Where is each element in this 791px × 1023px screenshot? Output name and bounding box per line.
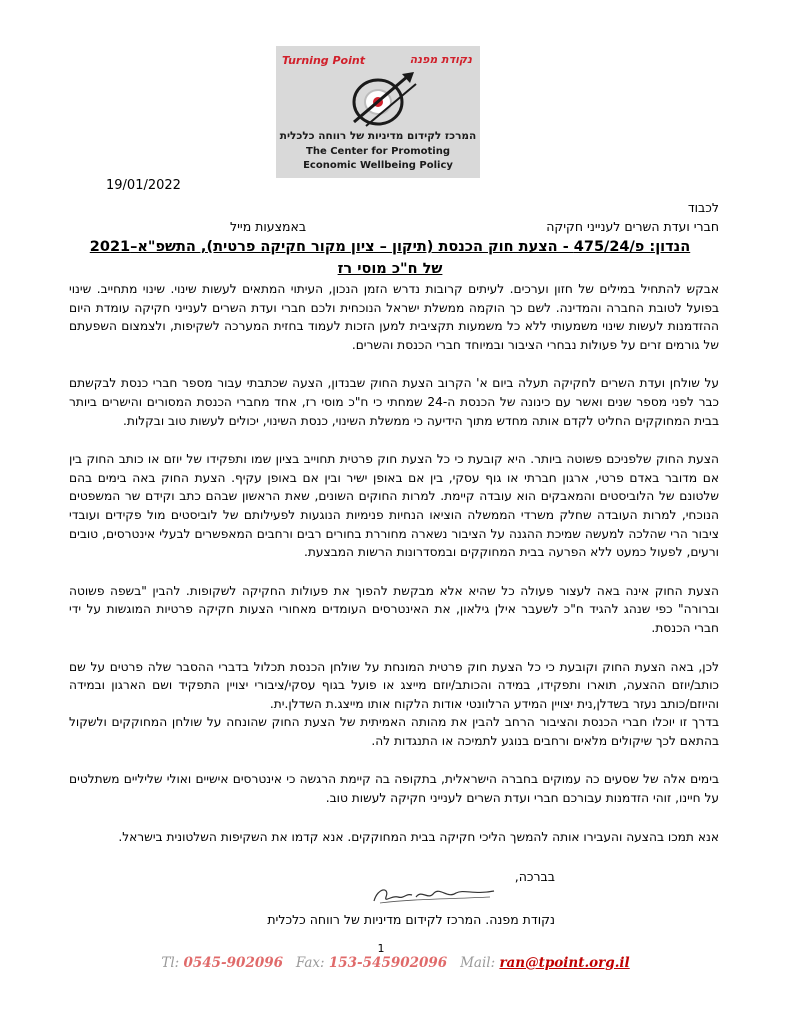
fax-number: 153-545902096 — [328, 955, 448, 971]
logo-tagline-he: המרכז לקידום מדיניות של רווחה כלכלית — [279, 130, 477, 142]
phone-number: 0545-902096 — [183, 955, 284, 971]
email-link[interactable]: ran@tpoint.org.il — [499, 955, 630, 971]
contact-footer — [0, 955, 791, 971]
paragraph: אנא תמכו בהצעה והעבירו אותה להמשך הליכי חקיקה בבית המחוקקים. אנא קדמו את השקיפות השלטונית בישראל. — [118, 829, 719, 844]
paragraph: הצעת החוק אינה באה לעצור פעולה כל שהיא אלא מבקשת להפוך את פעולות החקיקה לשקופות. להבין "בשפה פשוטה וברורה" כפי שנהג להגיד ח"כ לשעבר אילן גילאון, את האינטרסים העומדים מאחורי הצעות חקיקה פרטיות המוגשות על ידי חברי הכנסת. — [69, 583, 719, 635]
mail-label: Mail: — [460, 955, 496, 971]
paragraph: אבקש להתחיל במילים של חזון וערכים. לעיתים קרובות נדרש הזמן הנכון, העיתוי המתאים לעשות שינוי. שינוי מתחייב. שינוי בפועל לטובת החברה והמדינה. לשם כך הוקמה ממשלת ישראל הנוכחית ולכם חברי ועדת השרים לענייני חקיקה עומדת היום ההזדמנות לעשות שינוי משמעותי ללא כל משמעות תקציבית למען הזכות לעמוד בחזית המערכה לשקיפות, ולצמצום השפעתם של גורמים זרים על פעולות נבחרי הציבור ובמיוחד חברי הכנסת והשרים. — [69, 282, 719, 352]
logo-tagline-en-2: Economic Wellbeing Policy — [303, 160, 453, 171]
delivery-method: באמצעות מייל — [230, 219, 307, 234]
logo-name-he: נקודת מפנה — [409, 53, 472, 66]
logo-tagline-en-1: The Center for Promoting — [306, 146, 450, 157]
logo-target-arrow-icon — [342, 70, 422, 128]
paragraph: הצעת החוק שלפניכם פשוטה ביותר. היא קובעת כי כל הצעת חוק פרטית תחוייב בציון שמו ותפקידו של יוזם או כותב החוק בין אם מדובר באדם פרטי, ארגון חברתי או גוף עסקי, בין אם באופן ישיר ובין אם באופן עקיף. הצעת החוק באה בימים בהם שלטונם של הלוביסטים והמאבקים הוא עובדה קיימת. למרות החוקים השונים, שאת הראשון שבהם כתב וקידם שר המשפטים הנוכחי, למרות העובדה שחלק משרדי הממשלה הוציאו הנחיות פנימיות הנוגעות לפעילותם של לוביסטים מול פקידים ועובדי ציבור הרי שהלכה למעשה שמיכת ההגנה על הציבור נשארה מחוררת בחורים רבים ורחבים המאפשרים לבעלי אינטרסים, טובים ורעים, לפעול כמעט ללא הפרעה בבית המחוקקים ובמסדרונות הרשות המבצעת. — [69, 452, 719, 560]
closing-organization: נקודת מפנה. המרכז לקידום מדיניות של רווחה כלכלית — [267, 912, 555, 927]
subject-heading — [60, 236, 720, 280]
letter-body — [69, 280, 719, 866]
page-number: 1 — [377, 942, 385, 955]
paragraph: בדרך זו יוכלו חברי הכנסת והציבור הרחב להבין את מהותה האמיתית של הצעת החוק שהונחה על שולחן המחוקקים ולשקול בהתאם לכך שיקולים מלאים ורחבים בנוגע לתמיכה או התנגדות לה. — [69, 715, 719, 748]
salutation: לכבוד — [687, 200, 719, 215]
logo-name-en: Turning Point — [282, 54, 365, 67]
subject-line-2: של ח"כ מוסי רז — [337, 261, 443, 277]
paragraph: על שולחן ועדת השרים לחקיקה תעלה ביום א' הקרוב הצעת החוק שבנדון, הצעה שכתבתי עבור מספר חברי כנסת לבקשתם כבר לפני מספר שנים ואשר עם כינונה של הכנסת ה-24 שמחתי כי ח"כ מוסי רז, אחד מחברי הכנסת המסורים והישרים ביותר בבית המחוקקים החליט לקדם אותה מחדש מתוך הידיעה כי ממשלת השינוי, כנסת השינוי, יכולים לעשות טוב ובקלות. — [69, 376, 719, 428]
paragraph: לכן, באה הצעת החוק וקובעת כי כל הצעת חוק פרטית המונחת על שולחן הכנסת תכלול בדברי ההסבר שלה פרטים על שם כותב/יוזם ההצעה, תוארו ותפקידו, במידה והכותב/יוזם מייצג או פועל בגוף עסקי/ציבורי יצויין התפקיד ושם הארגון ובמידה והיוזם/כותב נעזר בשדלן,נית יצויין המידע הרלוונטי אודות הלקוח אותו מייצג.ת השדלן.ית. — [69, 659, 719, 711]
subject-line-1: הנדון: פ/475/24 - הצעת חוק הכנסת (תיקון – ציון מקור חקיקה פרטית), התשפ"א–2021 — [89, 239, 691, 255]
fax-label: Fax: — [295, 955, 325, 971]
closing-greeting: בברכה, — [514, 869, 555, 884]
letter-date: 19/01/2022 — [106, 178, 181, 193]
handwritten-signature — [370, 883, 500, 907]
organization-logo — [276, 46, 480, 178]
paragraph: בימים אלה של שסעים כה עמוקים בחברה הישראלית, בתקופה בה קיימת הרגשה כי אינטרסים אישיים ואולי שליליים משתלטים על חיינו, זוהי הזדמנות עבורכם חברי ועדת השרים לענייני חקיקה לעשות טוב. — [69, 772, 719, 806]
phone-label: Tl: — [161, 955, 180, 971]
addressee: חברי ועדת השרים לענייני חקיקה — [546, 219, 719, 234]
